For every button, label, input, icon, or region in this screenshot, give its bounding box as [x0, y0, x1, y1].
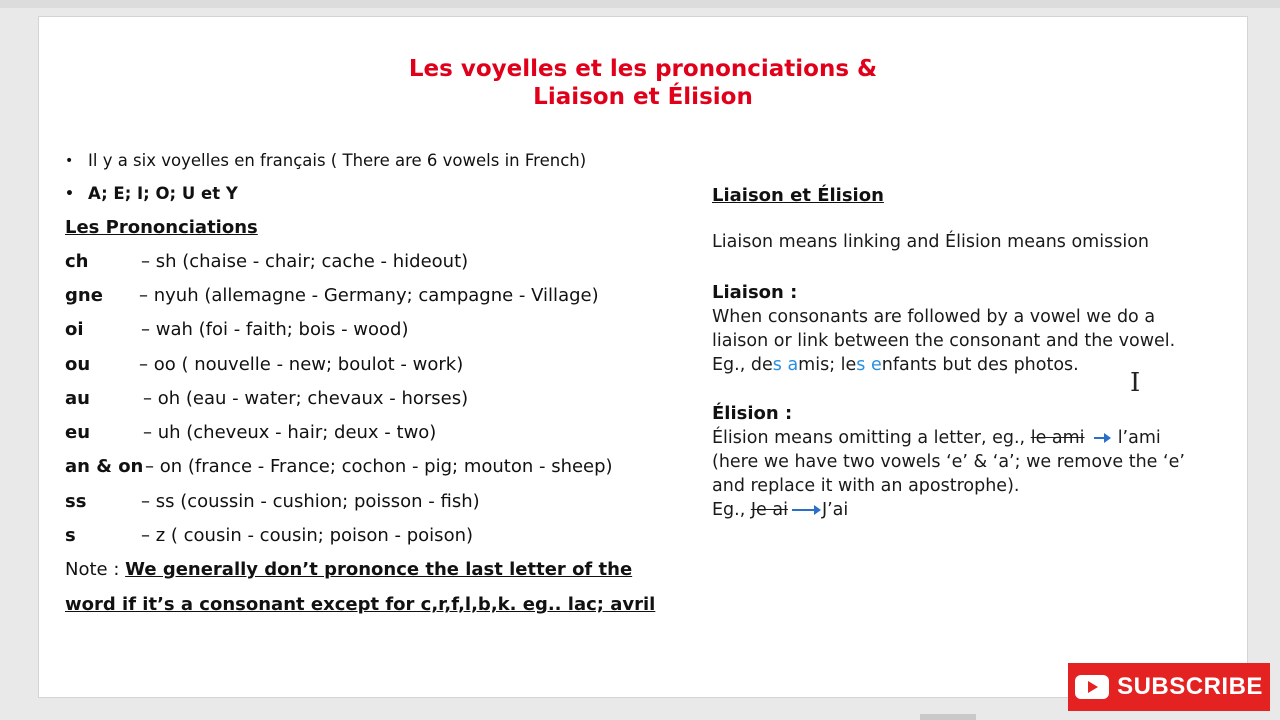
pron-key: eu — [65, 422, 91, 443]
pron-value: – uh (cheveux - hair; deux - two) — [143, 422, 437, 443]
vowel-list-bullet: • A; E; I; O; U et Y — [65, 184, 238, 204]
note-label: Note : — [65, 559, 126, 580]
pron-key: ch — [65, 251, 89, 272]
text-cursor-icon: I — [1130, 368, 1141, 398]
scrollbar-thumb[interactable] — [920, 714, 976, 720]
slide-title — [39, 55, 1247, 111]
arrow-icon — [1094, 437, 1108, 439]
pron-key: ou — [65, 354, 91, 375]
elision-example — [712, 498, 848, 522]
pron-key: oi — [65, 319, 84, 340]
liaison-line-2: liaison or link between the consonant and the vowel. — [712, 331, 1176, 351]
top-strip — [0, 0, 1280, 8]
note-line-2 — [65, 594, 655, 616]
elision-heading: Élision : — [712, 403, 793, 424]
pron-key: au — [65, 388, 90, 409]
pron-value: – on (france - France; cochon - pig; mouton - sheep) — [145, 456, 613, 477]
example-mid: mis; le — [798, 355, 857, 375]
liaison-line-1: When consonants are followed by a vowel we do a — [712, 307, 1156, 327]
pron-value: – z ( cousin - cousin; poison - poison) — [141, 525, 474, 546]
subscribe-button[interactable] — [1068, 663, 1270, 711]
pronunciations-heading: Les Prononciations — [65, 217, 258, 238]
elision-line-1 — [712, 426, 1161, 450]
liaison-letter: a — [787, 355, 799, 375]
note-text-2: word if it’s a consonant except for c,r,f,l,b,k. eg.. lac; avril — [65, 594, 656, 615]
example-end: nfants but des photos. — [881, 355, 1079, 375]
pron-value: – oh (eau - water; chevaux - horses) — [143, 388, 469, 409]
pron-key: an & on — [65, 456, 144, 477]
note-text-1: We generally don’t prononce the last letter of the — [125, 559, 633, 580]
example-prefix: Eg., de — [712, 355, 773, 375]
liaison-elision-heading: Liaison et Élision — [712, 185, 884, 206]
struck-text: Je ai — [750, 500, 788, 520]
title-line-1: Les voyelles et les prononciations & — [408, 56, 878, 82]
pron-key: s — [65, 525, 76, 546]
vowel-count-bullet: • Il y a six voyelles en français ( There are 6 vowels in French) — [65, 151, 586, 171]
elision-result: J’ai — [821, 500, 849, 520]
liaison-heading: Liaison : — [712, 282, 798, 303]
pron-value: – sh (chaise - chair; cache - hideout) — [141, 251, 469, 272]
elision-text: Élision means omitting a letter, eg., — [712, 428, 1026, 448]
example-prefix: Eg., — [712, 500, 746, 520]
liaison-letter: e — [871, 355, 882, 375]
struck-text: le ami — [1030, 428, 1085, 448]
elision-line-2: (here we have two vowels ‘e’ & ‘a’; we remove the ‘e’ — [712, 452, 1185, 472]
pron-value: – oo ( nouvelle - new; boulot - work) — [139, 354, 464, 375]
liaison-letter: s — [856, 355, 866, 375]
definition-text: Liaison means linking and Élision means omission — [712, 232, 1149, 252]
youtube-play-icon — [1075, 675, 1109, 699]
pron-key: ss — [65, 491, 87, 512]
title-line-2: Liaison et Élision — [533, 84, 753, 110]
note-line-1 — [65, 559, 632, 581]
pron-value: – ss (coussin - cushion; poisson - fish) — [141, 491, 480, 512]
pron-value: – nyuh (allemagne - Germany; campagne - Village) — [139, 285, 599, 306]
arrow-icon — [792, 509, 818, 511]
subscribe-label: SUBSCRIBE — [1117, 673, 1263, 700]
liaison-letter: s — [772, 355, 782, 375]
liaison-example — [712, 353, 1079, 377]
elision-result: l’ami — [1117, 428, 1161, 448]
slide-page — [38, 16, 1248, 698]
elision-line-3: and replace it with an apostrophe). — [712, 476, 1020, 496]
pron-value: – wah (foi - faith; bois - wood) — [141, 319, 409, 340]
pron-key: gne — [65, 285, 103, 306]
